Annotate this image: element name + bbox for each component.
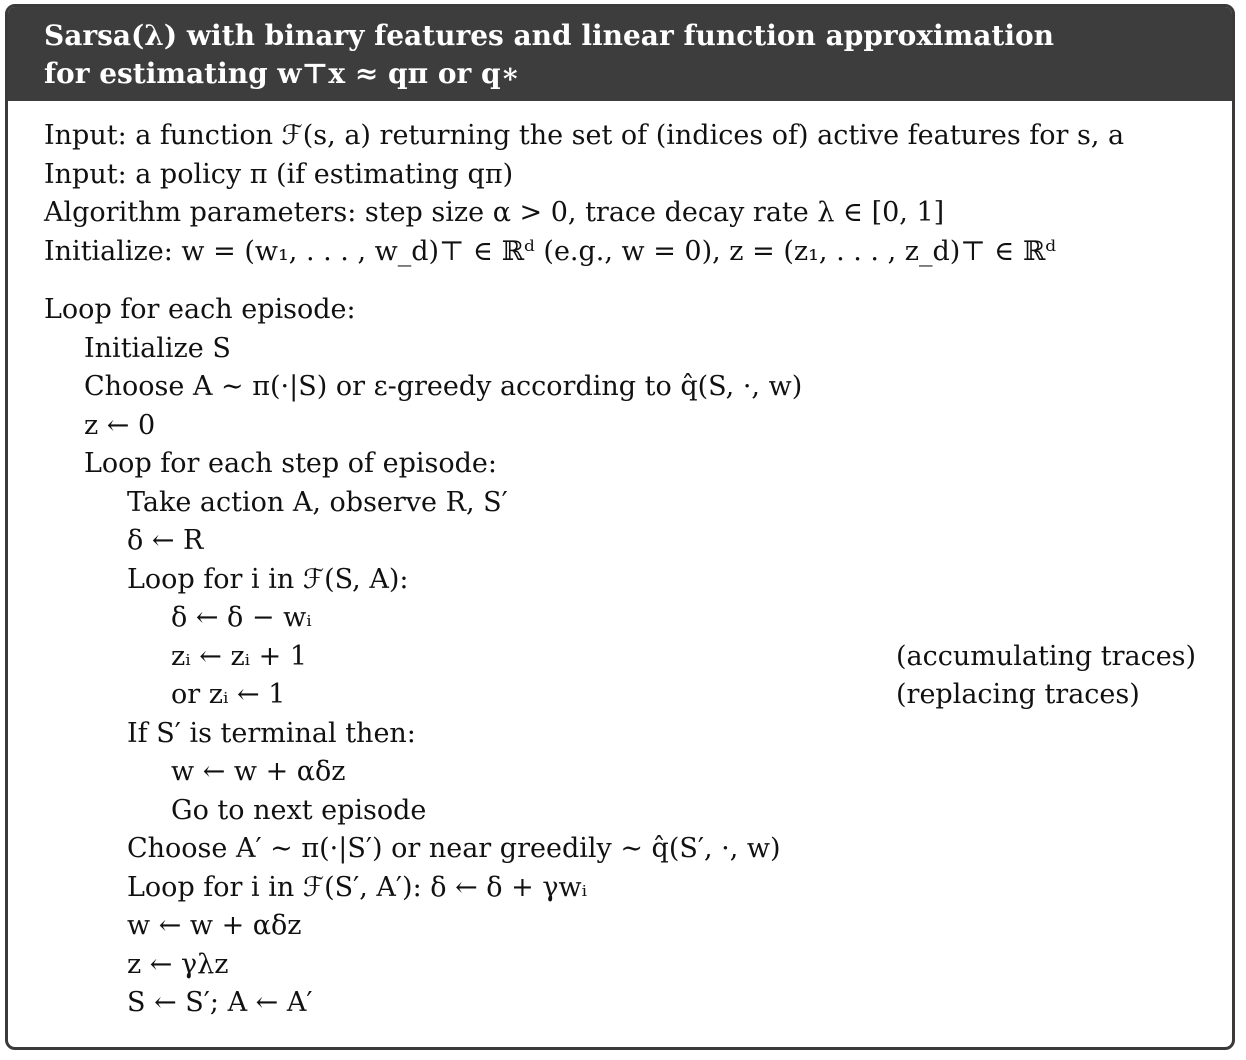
episode-loop-line: Loop for each episode: — [44, 294, 356, 325]
input-policy-line: Input: a policy π (if estimating qπ) — [44, 158, 514, 190]
header-title-line-2: for estimating w⊤x ≈ qπ or q∗ — [44, 57, 520, 90]
initialize-state-line: Initialize S — [84, 332, 231, 364]
terminal-check-line: If S′ is terminal then: — [127, 717, 416, 749]
input-feature-function-line: Input: a function ℱ(s, a) returning the set of (indices of) active features for s, a — [44, 120, 1125, 151]
reset-trace-line: z ← 0 — [84, 409, 156, 441]
replacing-trace-formula: or zᵢ ← 1 — [171, 679, 286, 710]
trace-decay-line: z ← γλz — [127, 948, 229, 980]
replacing-traces-note: (replacing traces) — [896, 679, 1140, 710]
terminal-weight-update-line: w ← w + αδz — [171, 756, 346, 787]
choose-initial-action-line: Choose A ∼ π(·|S) or ε-greedy according to q̂(S, ·, w) — [84, 371, 803, 402]
step-loop-line: Loop for each step of episode: — [84, 448, 497, 479]
accumulating-trace-formula: zᵢ ← zᵢ + 1 — [171, 640, 308, 672]
weight-update-line: w ← w + αδz — [127, 910, 302, 941]
algorithm-parameters-line: Algorithm parameters: step size α > 0, trace decay rate λ ∈ [0, 1] — [44, 197, 945, 228]
next-episode-line: Go to next episode — [171, 794, 427, 826]
delta-update-line: δ ← δ − wᵢ — [171, 602, 312, 633]
header-title-line-1: Sarsa(λ) with binary features and linear function approximation — [44, 19, 1055, 52]
feature-loop-line: Loop for i in ℱ(S, A): — [127, 563, 409, 595]
initialize-weights-line: Initialize: w = (w₁, . . . , w_d)⊤ ∈ ℝᵈ (e.g., w = 0), z = (z₁, . . . , z_d)⊤ ∈ ℝᵈ — [44, 235, 1057, 267]
accumulating-trace-line — [44, 638, 1232, 677]
accumulating-traces-note: (accumulating traces) — [896, 640, 1197, 672]
choose-next-action-line: Choose A′ ∼ π(·|S′) or near greedily ∼ q̂(S′, ·, w) — [127, 833, 781, 864]
algorithm-box — [5, 4, 1235, 1050]
delta-init-line: δ ← R — [127, 525, 204, 556]
take-action-line: Take action A, observe R, S′ — [127, 486, 508, 518]
next-feature-loop-line: Loop for i in ℱ(S′, A′): δ ← δ + γwᵢ — [127, 871, 588, 903]
replacing-trace-line — [44, 676, 1232, 715]
algorithm-body — [8, 101, 1232, 1023]
state-action-advance-line: S ← S′; A ← A′ — [127, 987, 313, 1018]
algorithm-header — [8, 7, 1232, 101]
spacer — [44, 271, 1232, 291]
